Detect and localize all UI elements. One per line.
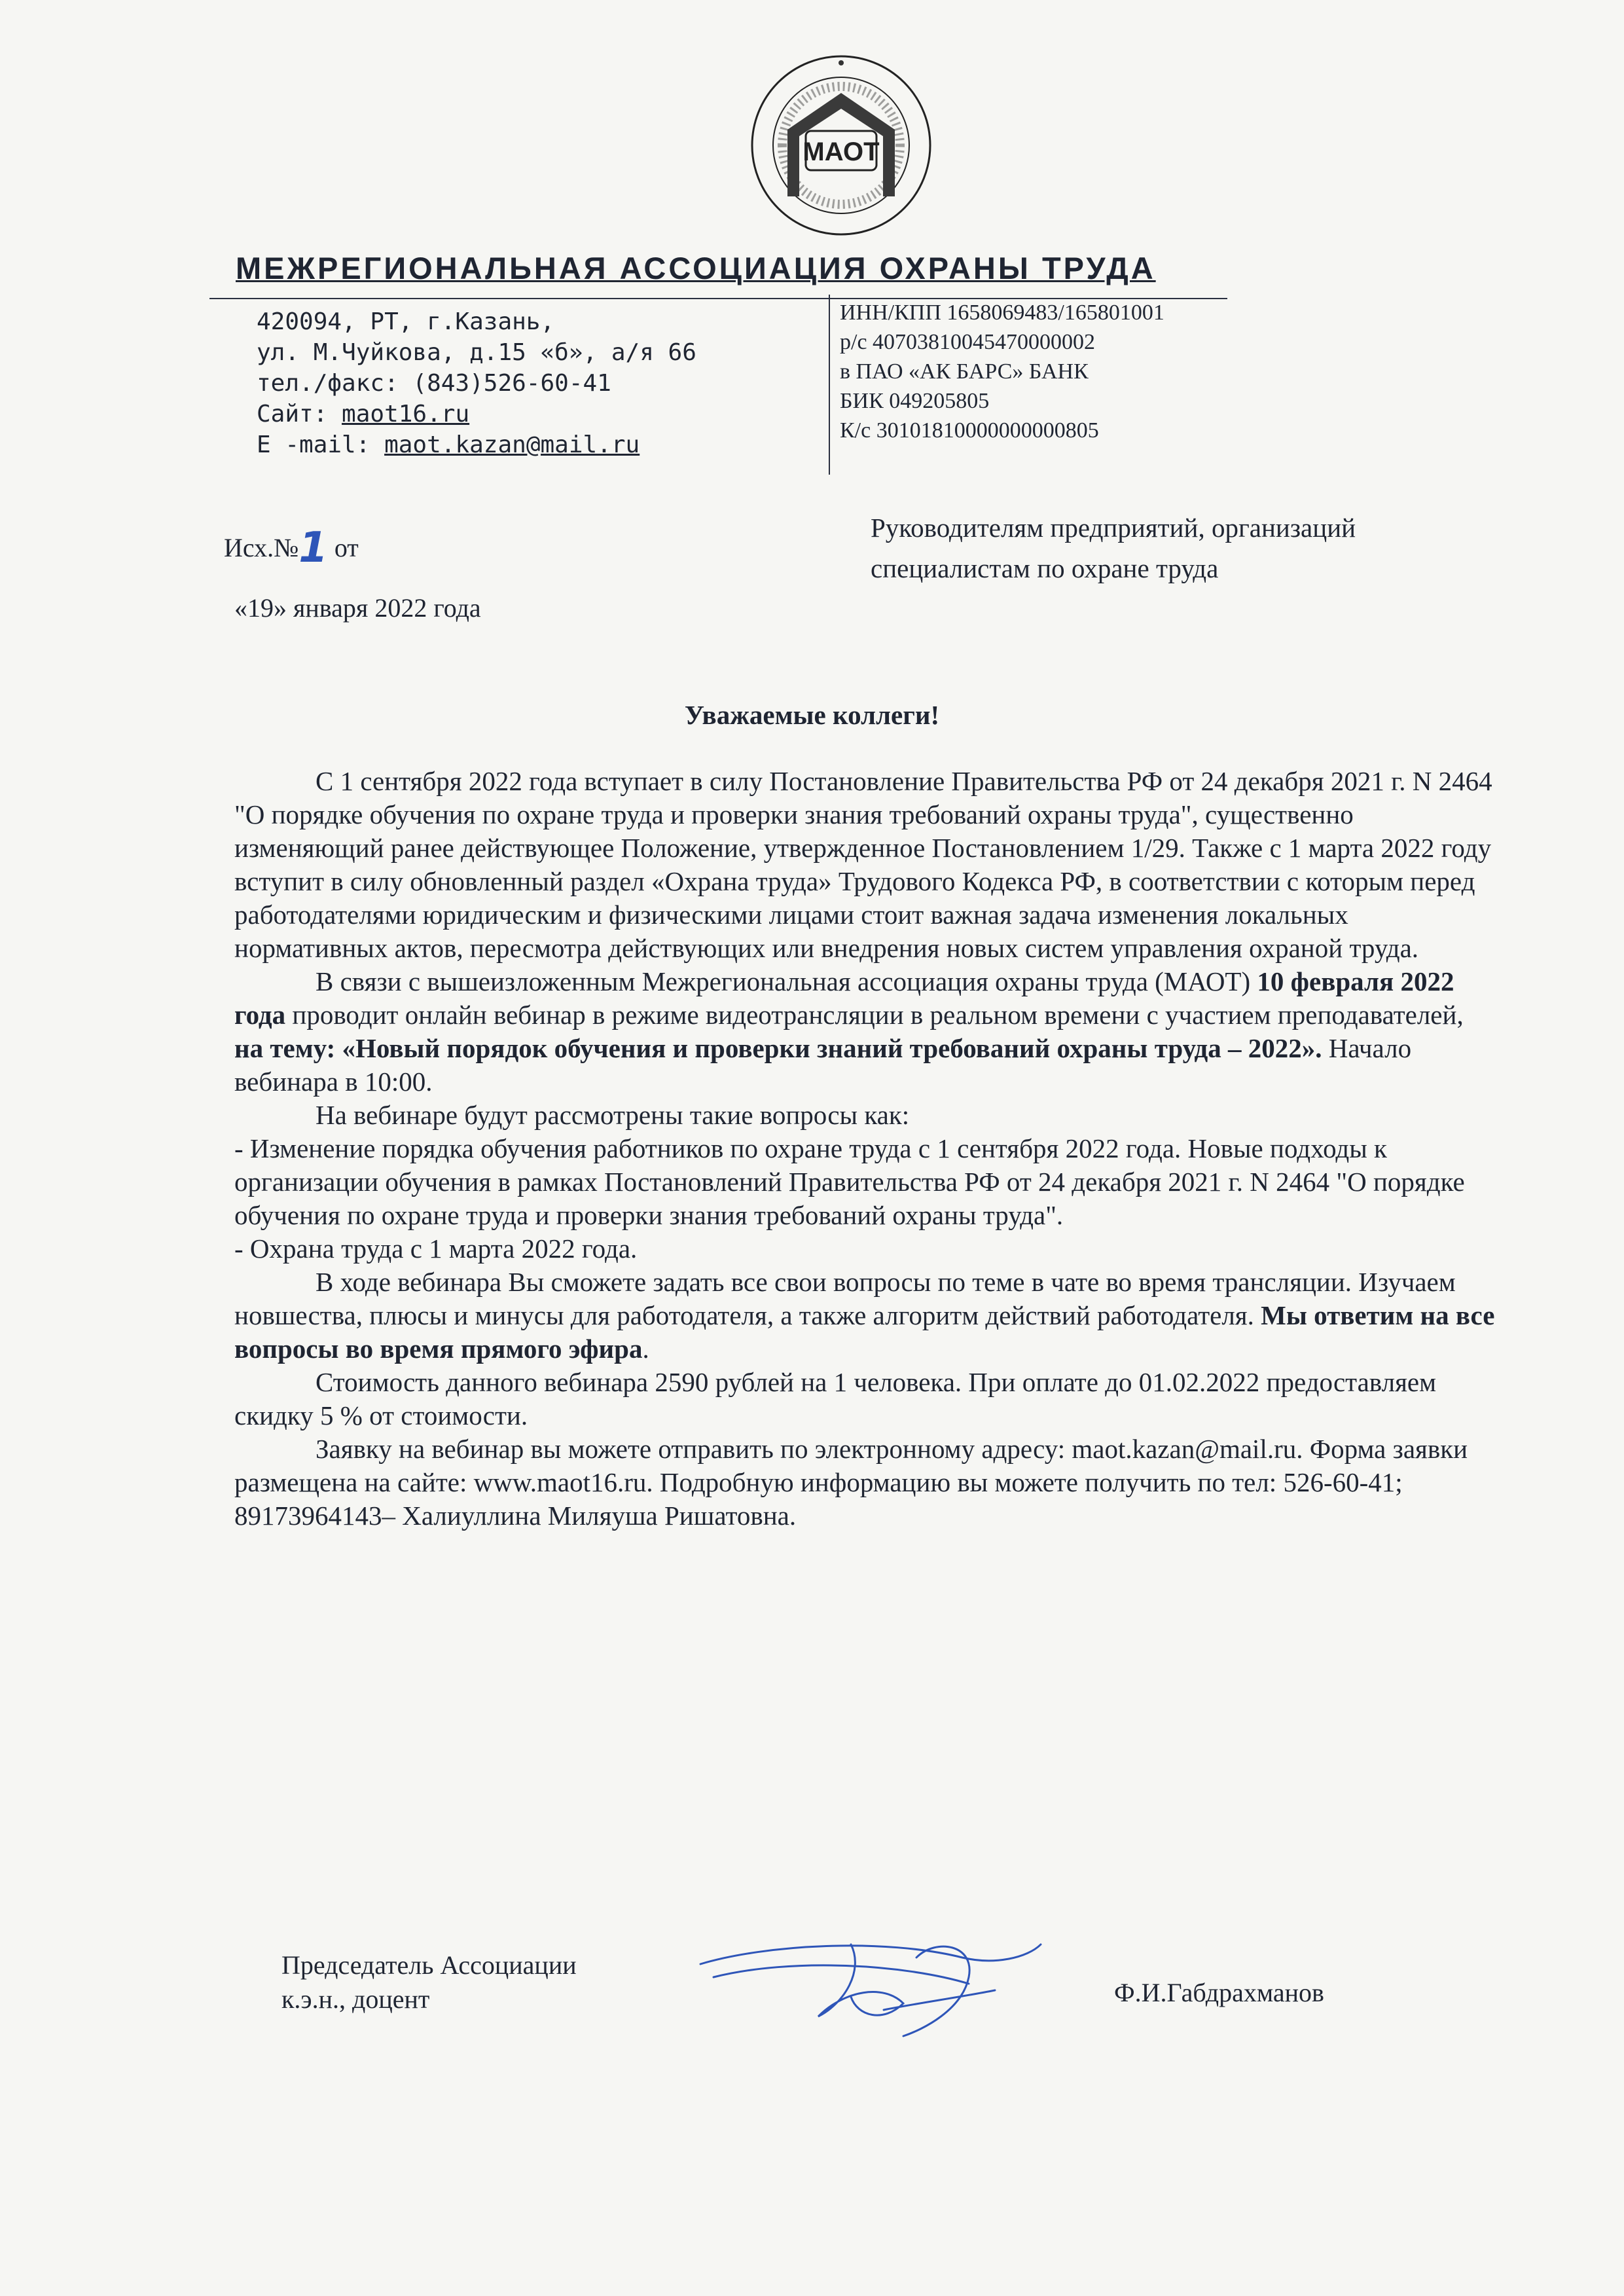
account-line: р/с 40703810045470000002 — [840, 330, 1096, 354]
svg-text:МАОТ: МАОТ — [803, 137, 880, 166]
maot-logo — [743, 52, 939, 239]
signatory-title — [281, 1948, 577, 2016]
inn-line: ИНН/КПП 1658069483/165801001 — [840, 301, 1164, 325]
number-label: Исх.№ — [224, 533, 299, 562]
signer-name: Ф.И.Габдрахманов — [1114, 1978, 1324, 2007]
from-label: от — [334, 533, 359, 562]
phone-line: тел./факс: (843)526-60-41 — [257, 370, 611, 397]
salutation: Уважаемые коллеги! — [684, 700, 940, 730]
bik-line: БИК 049205805 — [840, 389, 990, 413]
paragraph: Заявку на вебинар вы можете отправить по электронному адресу: maot.kazan@mail.ru. Форма заявки размещена на сайте: www.maot16.ru. Подробную информацию вы можете получить по тел: 526-60-41; 89173964143– Халиуллина Миляуша Ришатовна. — [234, 1434, 1468, 1531]
site-link[interactable]: maot16.ru — [342, 401, 470, 428]
text-run: . — [642, 1334, 649, 1364]
handwritten-signature — [687, 1918, 1054, 2043]
handwritten-number: 1 — [298, 524, 328, 572]
address-line: 420094, РТ, г.Казань, — [257, 308, 555, 335]
addressee-line: специалистам по охране труда — [871, 553, 1219, 583]
paragraph: Стоимость данного вебинара 2590 рублей на 1 человека. При оплате до 01.02.2022 предоставляем скидку 5 % от стоимости. — [234, 1367, 1437, 1430]
corr-account-line: К/с 30101810000000000805 — [840, 418, 1099, 443]
emphasis: Мы ответим на все вопросы во время прямого эфира — [234, 1300, 1495, 1364]
organization-name: МЕЖРЕГИОНАЛЬНАЯ АССОЦИАЦИЯ ОХРАНЫ ТРУДА — [236, 251, 1156, 285]
title-line: Председатель Ассоциации — [281, 1950, 577, 1980]
paragraph — [234, 965, 1498, 1099]
site-line — [257, 399, 696, 429]
text-run: Начало вебинара в 10:00. — [234, 1033, 1412, 1097]
email-line — [257, 429, 696, 460]
letter-date: «19» января 2022 года — [234, 593, 481, 623]
address-line: ул. М.Чуйкова, д.15 «б», а/я 66 — [257, 339, 696, 366]
bank-details — [840, 298, 1164, 445]
paragraph: С 1 сентября 2022 года вступает в силу Постановление Правительства РФ от 24 декабря 2021 г. N 2464 "О порядке обучения по охране труда и проверки знания требований охраны труда", существенно изменяющий ранее действующее Положение, утвержденное Постановлением 1/29. Также с 1 марта 2022 году вступит в силу обновленный раздел «Охрана труда» Трудового Кодекса РФ, в соответствии с которым перед работодателями юридическим и физическими лицами стоит важная задача изменения локальных нормативных актов, пересмотра действующих или внедрения новых систем управления охраной труда. — [234, 766, 1492, 963]
address-block — [257, 306, 696, 460]
text-run: проводит онлайн вебинар в режиме видеотрансляции в реальном времени с участием преподавателей, — [285, 1000, 1464, 1030]
letter-body — [234, 765, 1498, 1533]
webinar-date: 10 февраля 2022 года — [234, 966, 1454, 1030]
paragraph: На вебинаре будут рассмотрены такие вопросы как: — [316, 1100, 910, 1130]
title-line: к.э.н., доцент — [281, 1984, 430, 2014]
paragraph — [234, 1266, 1498, 1366]
email-link[interactable]: maot.kazan@mail.ru — [384, 431, 640, 458]
site-label: Сайт: — [257, 401, 342, 428]
list-item: - Изменение порядка обучения работников по охране труда с 1 сентября 2022 года. Новые подходы к организации обучения в рамках Постановлений Правительства РФ от 24 декабря 2021 г. N 2464 "О порядке обучения по охране труда и проверки знания требований охраны труда". — [234, 1133, 1465, 1230]
addressee-line: Руководителям предприятий, организаций — [871, 513, 1356, 543]
list-item: - Охрана труда с 1 марта 2022 года. — [234, 1233, 638, 1264]
text-run: В ходе вебинара Вы сможете задать все свои вопросы по теме в чате во время трансляции. Изучаем новшества, плюсы и минусы для работодателя, а также алгоритм действий работодателя. — [234, 1267, 1456, 1330]
header-divider — [829, 295, 830, 475]
addressee — [871, 507, 1356, 589]
outgoing-number — [224, 524, 359, 572]
bank-name-line: в ПАО «АК БАРС» БАНК — [840, 359, 1089, 384]
email-label: E -mail: — [257, 431, 385, 458]
text-run: В связи с вышеизложенным Межрегиональная ассоциация охраны труда (МАОТ) — [316, 966, 1257, 996]
webinar-topic: на тему: «Новый порядок обучения и проверки знаний требований охраны труда – 2022». — [234, 1033, 1322, 1063]
